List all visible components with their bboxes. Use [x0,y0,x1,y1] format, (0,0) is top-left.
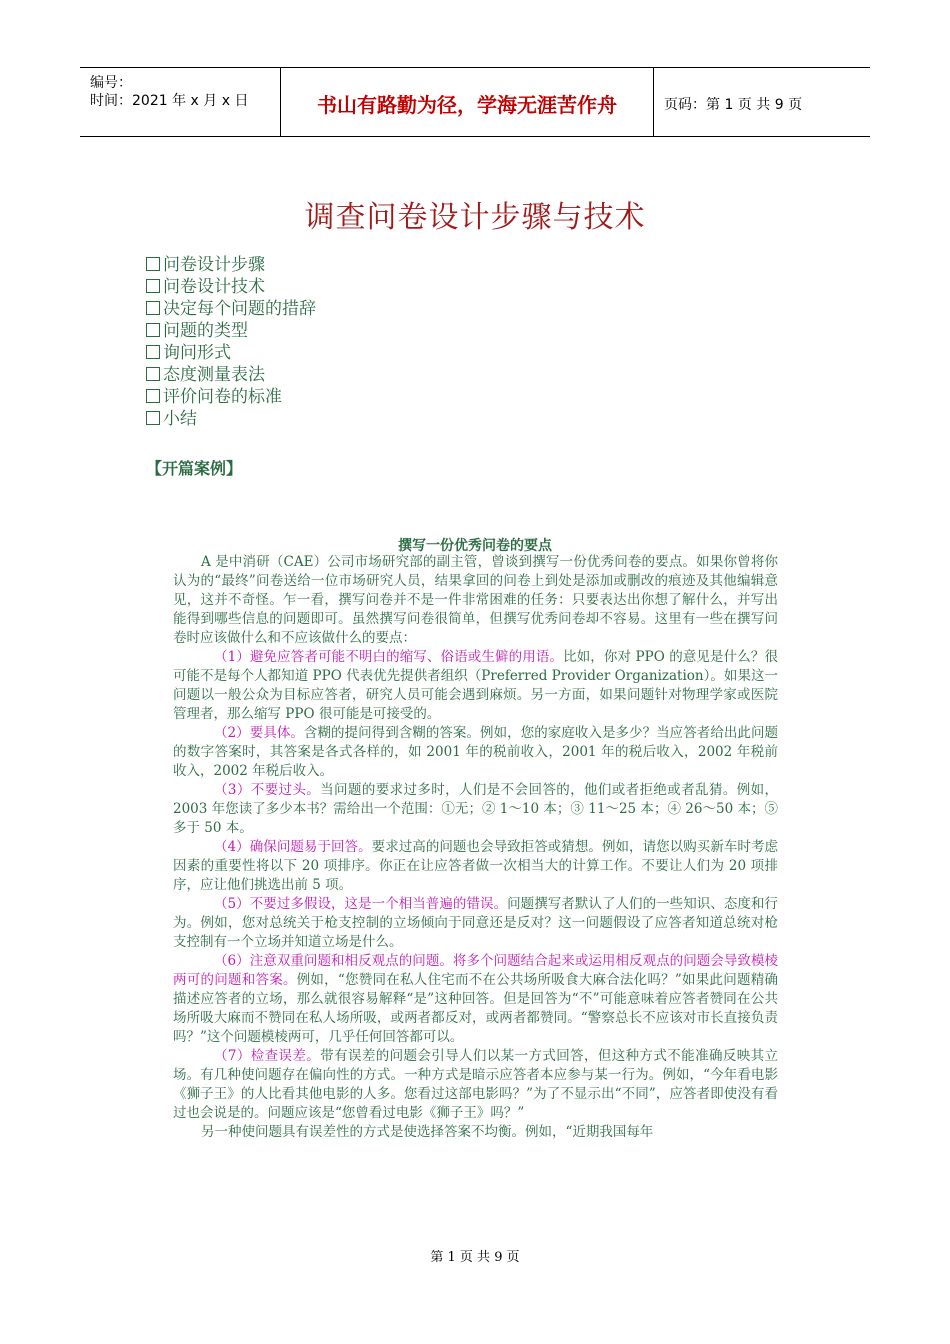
point-lead: （6）注意双重问题和相反观点的问题。将多个问题结合起来或运用相反观点的问题会导致模棱两可的问题和答案。 [173,953,778,988]
point-text: 例如，“您赞同在私人住宅而不在公共场所吸食大麻合法化吗？”如果此问题精确描述应答者的立场，那么就很容易解释“是”这种回答。但是回答为“不”可能意味着应答者赞同在公共场所吸大麻而不赞同在私人场所吸，或两者都反对，或两者都赞同。“警察总长不应该对市长直接负责吗？”这个问题模棱两可，几乎任何回答都可以。 [173,972,778,1045]
point-lead: （4）确保问题易于回答。 [214,839,372,855]
toc-item: 评价问卷的标准 [146,386,316,408]
point-paragraph [173,838,778,895]
toc-item: 问卷设计技术 [146,276,316,298]
page-footer: 第 1 页 共 9 页 [430,1250,520,1265]
toc-item: 决定每个问题的措辞 [146,298,316,320]
header-motto-cell [281,68,654,136]
table-of-contents [146,254,316,430]
point-text: 含糊的提问得到含糊的答案。例如，您的家庭收入是多少？当应答者给出此问题的数字答案时，其答案是各式各样的，如 2001 年的税前收入，2001 年的税后收入，2002 年税前收入，2002 年税后收入。 [173,725,779,779]
point-text: 要求过高的问题也会导致拒答或猜想。例如，请您以购买新车时考虑因素的重要性将以下 20 项排序。你正在让应答者做一次相当大的计算工作。不要让人们为 20 项排序，应让他们挑选出前 5 项。 [173,839,779,893]
checkbox-icon [146,345,160,359]
checkbox-icon [146,367,160,381]
checkbox-icon [146,279,160,293]
header-meta-cell [80,68,281,136]
checkbox-icon [146,411,160,425]
toc-item: 询问形式 [146,342,316,364]
article-body [173,553,778,1142]
point-paragraph [173,895,778,952]
point-paragraph [173,952,778,1047]
page-header [80,67,870,137]
toc-item: 问题的类型 [146,320,316,342]
toc-item: 小结 [146,408,316,430]
checkbox-icon [146,389,160,403]
point-lead: （3）不要过头。 [214,782,321,798]
point-lead: （5）不要过多假设，这是一个相当普遍的错误。 [214,896,508,912]
point-text: 比如，你对 PPO 的意见是什么？很可能不是每个人都知道 PPO 代表优先提供者组织（Preferred Provider Organization）。如果这一问题以一般公众为目标应答者，研究人员可能会遇到麻烦。另一方面，如果问题针对物理学家或医院管理者，那么缩写 PPO 很可能是可接受的。 [173,649,778,722]
header-motto: 书山有路勤为径，学海无涯苦作舟 [317,93,617,117]
checkbox-icon [146,257,160,271]
checkbox-icon [146,301,160,315]
point-paragraph [173,1047,778,1123]
header-page-label: 页码：第 1 页 共 9 页 [664,97,803,113]
toc-item: 态度测量表法 [146,364,316,386]
document-title: 调查问卷设计步骤与技术 [304,200,646,235]
point-text: 带有误差的问题会引导人们以某一方式回答，但这种方式不能准确反映其立场。有几种使问题存在偏向性的方式。一种方式是暗示应答者本应参与某一行为。例如，“今年看电影《狮子王》的人比看其他电影的人多。您看过这部电影吗？”为了不显示出“不同”，应答者即使没有看过也会说是的。问题应该是“您曾看过电影《狮子王》吗？” [173,1048,778,1121]
point-text: 当问题的要求过多时，人们是不会回答的，他们或者拒绝或者乱猜。例如，2003 年您读了多少本书？需给出一个范围：①无；② 1～10 本；③ 11～25 本；④ 26～50 本；⑤多于 50 本。 [173,782,778,836]
point-lead: （2）要具体。 [214,725,304,741]
article-title: 撰写一份优秀问卷的要点 [398,538,552,554]
article-intro: A 是中消研（CAE）公司市场研究部的副主管，曾谈到撰写一份优秀问卷的要点。如果你曾将你认为的“最终”问卷送给一位市场研究人员，结果拿回的问卷上到处是添加或删改的痕迹及其他编辑意见，这并不奇怪。乍一看，撰写问卷并不是一件非常困难的任务：只要表达出你想了解什么，并写出能得到哪些信息的问题即可。虽然撰写问卷很简单，但撰写优秀问卷却不容易。这里有一些在撰写问卷时应该做什么和不应该做什么的要点： [173,554,778,646]
point-paragraph [173,648,778,724]
point-lead: （7）检查误差。 [214,1048,321,1064]
doc-code-label: 编号： [90,75,132,91]
point-paragraph [173,781,778,838]
case-heading: 【开篇案例】 [146,459,243,478]
article-tail: 另一种使问题具有误差性的方式是使选择答案不均衡。例如，“近期我国每年 [201,1124,654,1140]
header-page-cell [654,68,870,136]
point-text: 问题撰写者默认了人们的一些知识、态度和行为。例如，您对总统关于枪支控制的立场倾向于同意还是反对？这一问题假设了应答者知道总统对枪支控制有一个立场并知道立场是什么。 [173,896,779,950]
checkbox-icon [146,323,160,337]
point-paragraph [173,724,778,781]
toc-item: 问卷设计步骤 [146,254,316,276]
doc-time-label: 时间：2021 年 x 月 x 日 [90,93,249,109]
point-lead: （1）避免应答者可能不明白的缩写、俗语或生僻的用语。 [214,649,564,665]
